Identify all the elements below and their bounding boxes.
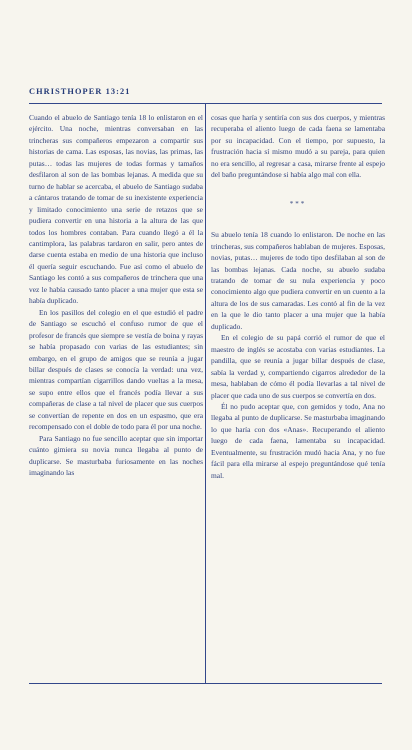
- section-break-ornament: ***: [289, 199, 307, 208]
- left-column: [29, 112, 203, 479]
- paragraph: cosas que haría y sentiría con sus dos cuerpos, y mientras recuperaba el aliento luego de cada faena se lamentaba por su incapacidad. Con el tiempo, por supuesto, la frustración hacia sí mismo mudó a su pareja, para quien no era sencillo, al regresar a casa, mirarse frente al espejo del baño preguntándose si había algo mal con ella.: [211, 113, 385, 180]
- running-head: CHRISTHOPER 13:21: [29, 87, 131, 96]
- paragraph: Su abuelo tenía 18 cuando lo enlistaron. De noche en las trincheras, sus compañeros hablaban de mujeres. Esposas, novias, putas… mujeres de todo tipo desfilaban al son de las bombas lejanas. Cada noche, su abuelo sudaba tratando de tomar de su nula experiencia y poco conocimiento algo que pudiera convertir en un cuento a la altura de los de sus camaradas. Les contó al fin de la vez en la que le dio tanto placer a una mujer que la había duplicado.: [211, 230, 385, 331]
- paragraph: Para Santiago no fue sencillo aceptar que sin importar cuánto gimiera su novia nunca llegaba al punto de duplicarse. Se masturbaba furiosamente en las noches imaginando las: [29, 433, 203, 478]
- paragraph: En el colegio de su papá corrió el rumor de que el maestro de inglés se acostaba con varias estudiantes. La pandilla, que se reunía a jugar billar después de clase, sabía la verdad y, compartiendo cigarros alrededor de la mesa, hablaban de cómo él podía llevarlas a tal nivel de placer que cada uno de sus cuerpos se convertía en dos.: [211, 333, 385, 400]
- paragraph: Él no pudo aceptar que, con gemidos y todo, Ana no llegaba al punto de duplicarse. Se masturbaba imaginando lo que haría con dos «Anas». Recuperando el aliento luego de cada faena, lamentaba su incapacidad. Eventualmente, su frustración mudó hacia Ana, y no fue fácil para ella mirarse al espejo preguntándose qué tenía mal.: [211, 401, 385, 480]
- right-column: [211, 112, 385, 481]
- paragraph: En los pasillos del colegio en el que estudió el padre de Santiago se escuchó el confuso rumor de que el profesor de francés que siempre se vestía de boina y rayas se había propasado con varias de las estudiantes; sin embargo, en el grupo de amigos que se reunía a jugar billar después de clases se conocía la verdad: una vez, mientras compartían cigarrillos dando vueltas a la mesa, se supo entre ellos que el francés podía llevar a sus compañeras de clase a tal nivel de placer que sus cuerpos se convertían de repente en dos en un espasmo, que era recompensado con el doble de todo para él por una noche.: [29, 307, 203, 432]
- paragraph: Cuando el abuelo de Santiago tenía 18 lo enlistaron en el ejército. Una noche, mientras conversaban en las trincheras sus compañeros empezaron a compartir sus historias de cama. Las esposas, las novias, las primas, las putas… todas las mujeres de todas formas y tamaños desfilaron al son de las bombas lejanas. A medida que su turno de hablar se acercaba, el abuelo de Santiago sudaba a cántaros tratando de tomar de su inexistente experiencia y limitado conocimiento una serie de retazos que se pudiera convertir en una historia a la altura de las que todos los hombres contaban. Para cuando llegó a él la cantimplora, las palabras tardaron en salir, pero antes de darse cuenta estaba en medio de una historia que incluso él quería seguir escuchando. Fue así como el abuelo de Santiago les contó a sus compañeros de trinchera que una vez le había causado tanto placer a una mujer que esta se había duplicado.: [29, 113, 203, 306]
- column-divider: [205, 103, 206, 683]
- bottom-rule: [29, 683, 382, 684]
